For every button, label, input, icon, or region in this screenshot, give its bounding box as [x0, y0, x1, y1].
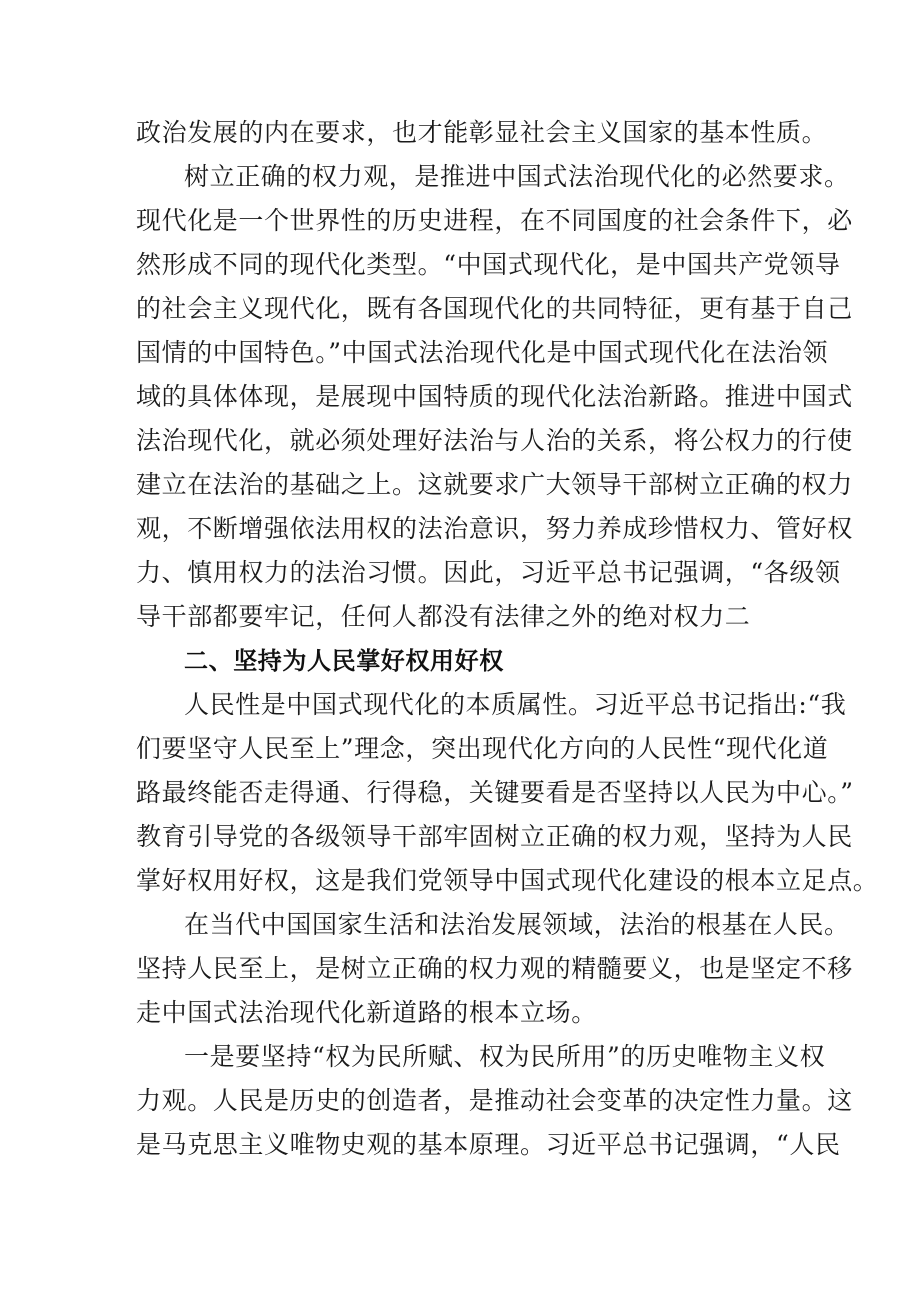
text-line: 力观。人民是历史的创造者，是推动社会变革的决定性力量。这: [136, 1086, 853, 1115]
text-line: 观，不断增强依法用权的法治意识，努力养成珍惜权力、管好权: [136, 514, 853, 543]
paragraph-first-line: 在当代中国国家生活和法治发展领域，法治的根基在人民。: [184, 910, 850, 939]
text-line: 域的具体体现，是展现中国特质的现代化法治新路。推进中国式: [136, 382, 853, 411]
paragraph-first-line: 一是要坚持“权为民所赋、权为民所用”的历史唯物主义权: [184, 1042, 826, 1071]
text-line: 现代化是一个世界性的历史进程，在不同国度的社会条件下，必: [136, 206, 853, 235]
text-line: 法治现代化，就必须处理好法治与人治的关系，将公权力的行使: [136, 426, 853, 455]
text-line: 建立在法治的基础之上。这就要求广大领导干部树立正确的权力: [136, 470, 853, 499]
text-line: 国情的中国特色。”中国式法治现代化是中国式现代化在法治领: [136, 338, 829, 367]
text-line: 走中国式法治现代化新道路的根本立场。: [136, 998, 597, 1027]
text-line: 是马克思主义唯物史观的基本原理。习近平总书记强调，“人民: [136, 1130, 841, 1159]
paragraph-first-line: 人民性是中国式现代化的本质属性。习近平总书记指出:“我: [184, 690, 847, 719]
text-line: 导干部都要牢记，任何人都没有法律之外的绝对权力二: [136, 602, 751, 631]
text-line: 教育引导党的各级领导干部牢固树立正确的权力观，坚持为人民: [136, 822, 853, 851]
section-heading: 二、坚持为人民掌好权用好权: [184, 647, 504, 675]
text-line: 路最终能否走得通、行得稳，关键要看是否坚持以人民为中心。”: [136, 778, 854, 807]
text-line: 政治发展的内在要求，也才能彰显社会主义国家的基本性质。: [136, 118, 828, 147]
text-line: 们要坚守人民至上”理念，突出现代化方向的人民性“现代化道: [136, 734, 829, 763]
text-line: 坚持人民至上，是树立正确的权力观的精髓要义，也是坚定不移: [136, 954, 853, 983]
text-line: 掌好权用好权，这是我们党领导中国式现代化建设的根本立足点。: [136, 866, 879, 895]
text-line: 的社会主义现代化，既有各国现代化的共同特征，更有基于自己: [136, 294, 853, 323]
paragraph-first-line: 树立正确的权力观，是推进中国式法治现代化的必然要求。: [184, 162, 850, 191]
text-line: 然形成不同的现代化类型。“中国式现代化，是中国共产党领导: [136, 250, 841, 279]
text-line: 力、慎用权力的法治习惯。因此，习近平总书记强调，“各级领: [136, 558, 841, 587]
